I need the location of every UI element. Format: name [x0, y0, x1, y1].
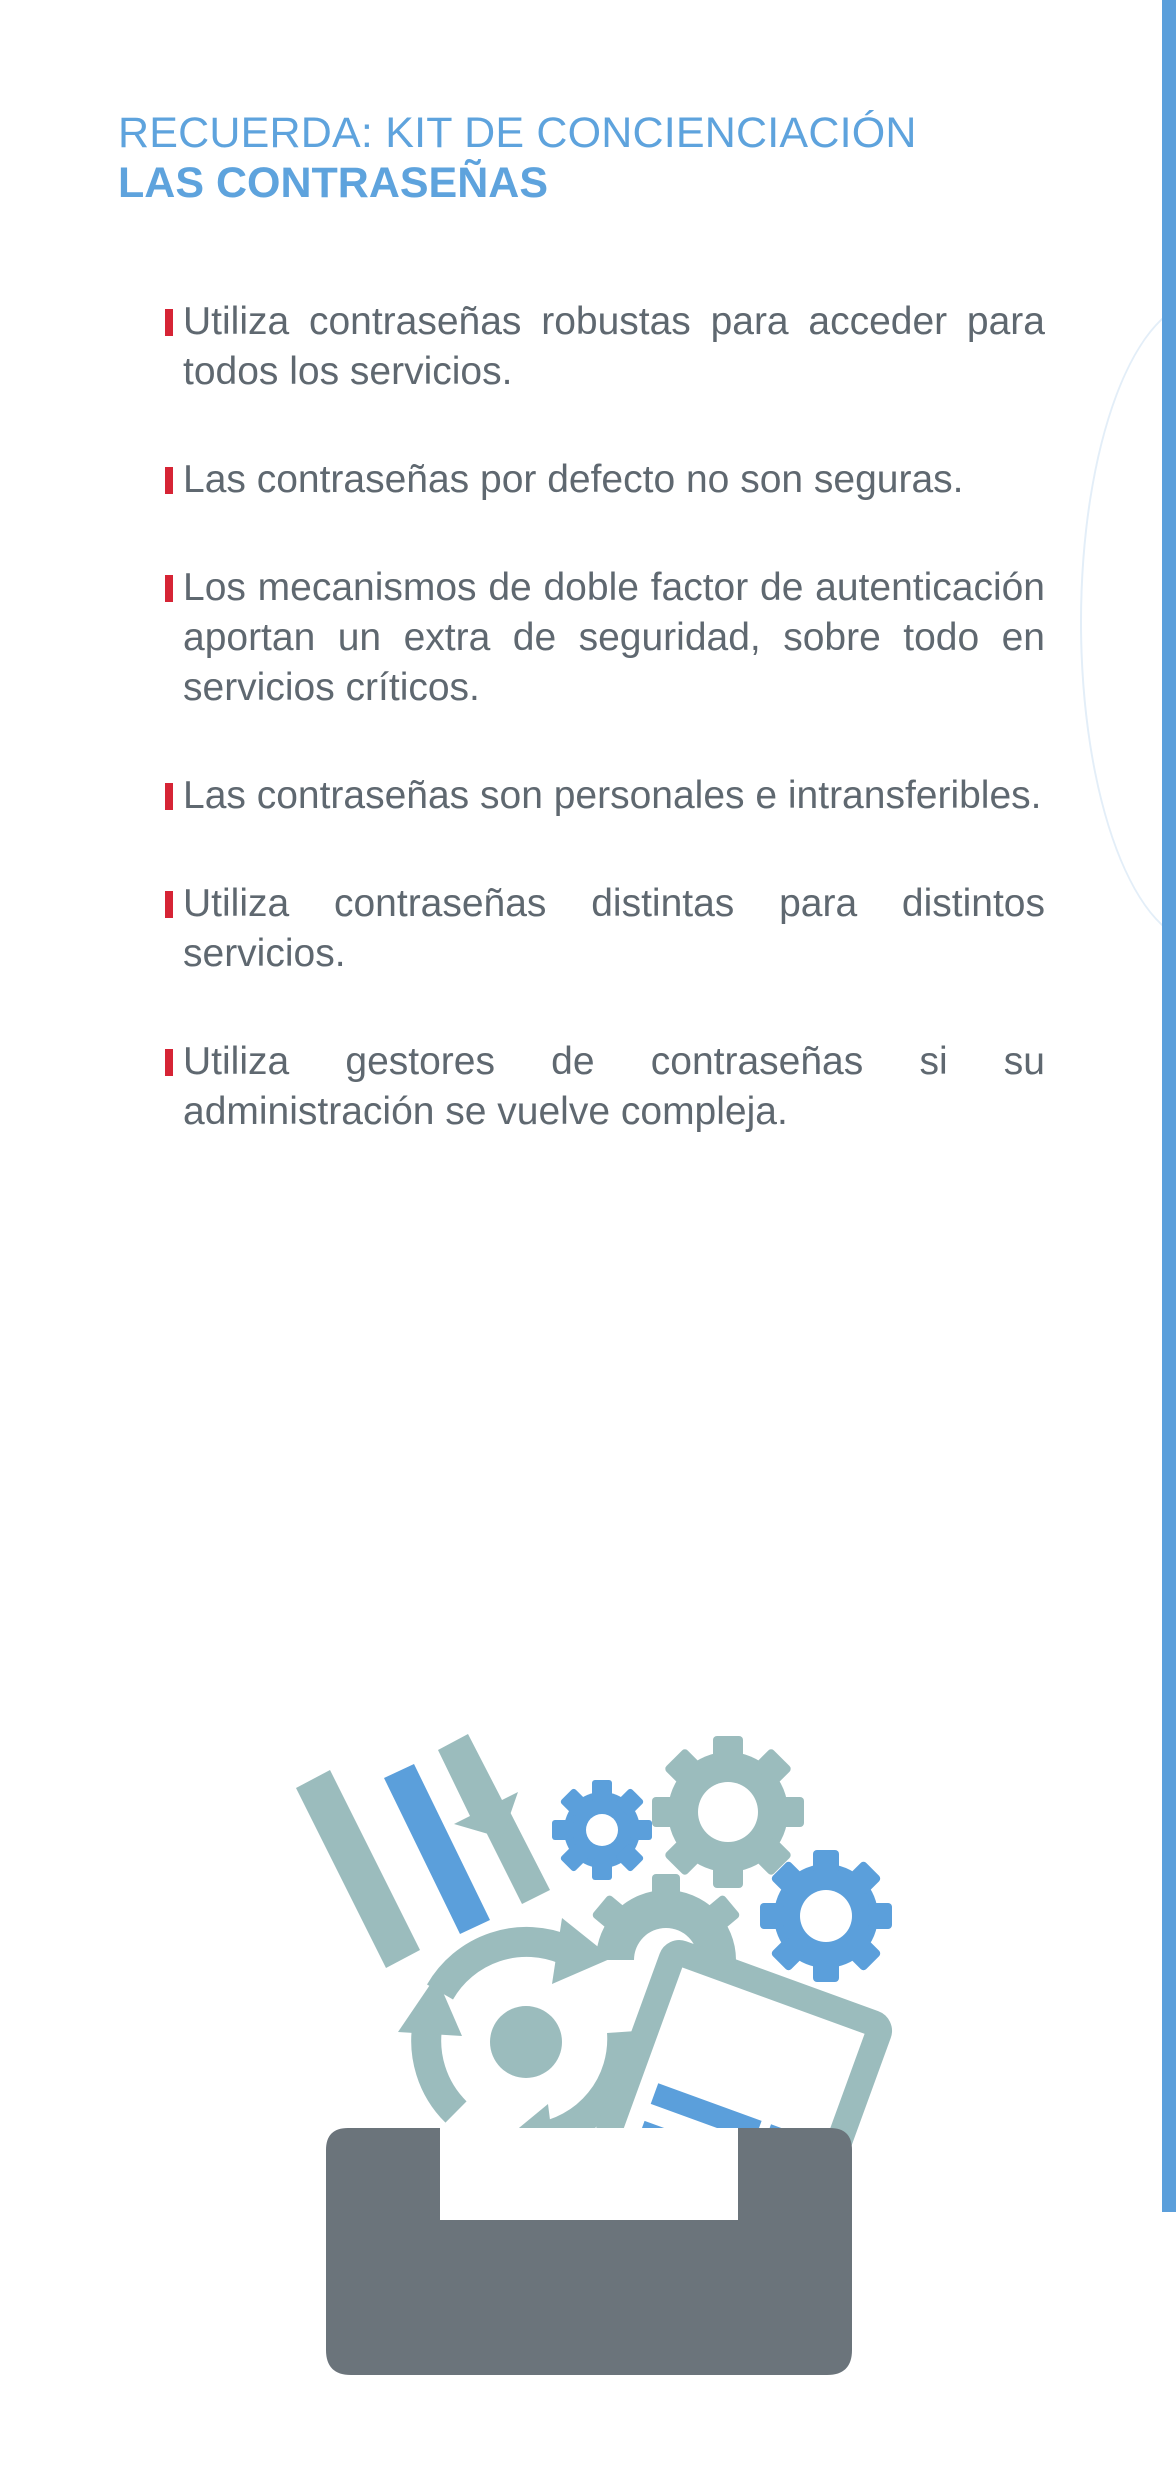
- tip-text: Utiliza contraseñas distintas para distintos servicios.: [183, 882, 1045, 975]
- bullet-marker: [165, 575, 173, 602]
- bullet-marker: [165, 891, 173, 918]
- tip-item: [165, 879, 1045, 979]
- title-line-1: RECUERDA: KIT DE CONCIENCIACIÓN: [118, 109, 917, 157]
- tip-item: [165, 771, 1045, 821]
- bullet-marker: [165, 1049, 173, 1076]
- bullet-marker: [165, 309, 173, 336]
- bullet-marker: [165, 783, 173, 810]
- tip-item: [165, 455, 1045, 505]
- tray-with-gears-documents-icon: [290, 1720, 910, 2380]
- tip-text: Las contraseñas son personales e intransferibles.: [183, 774, 1042, 817]
- tip-text: Las contraseñas por defecto no son seguras.: [183, 458, 964, 501]
- tip-item: [165, 297, 1045, 397]
- title-line-2: LAS CONTRASEÑAS: [118, 159, 549, 207]
- tip-text: Los mecanismos de doble factor de autenticación aportan un extra de seguridad, sobre todo en servicios críticos.: [183, 566, 1045, 709]
- tip-item: [165, 1037, 1045, 1137]
- bullet-marker: [165, 467, 173, 494]
- page-title: [118, 108, 917, 208]
- small-gear-icon: [552, 1780, 652, 1880]
- tip-item: [165, 563, 1045, 713]
- tip-text: Utiliza gestores de contraseñas si su administración se vuelve compleja.: [183, 1040, 1045, 1133]
- side-accent-bar: [1162, 0, 1176, 2212]
- arrow-down-icon: [438, 1734, 518, 1838]
- large-gear-icon: [652, 1736, 804, 1888]
- tray-icon: [326, 2128, 852, 2375]
- tip-text: Utiliza contraseñas robustas para acceder para todos los servicios.: [183, 300, 1045, 393]
- tips-list: [165, 297, 1045, 1195]
- medium-gear-icon: [760, 1850, 892, 1982]
